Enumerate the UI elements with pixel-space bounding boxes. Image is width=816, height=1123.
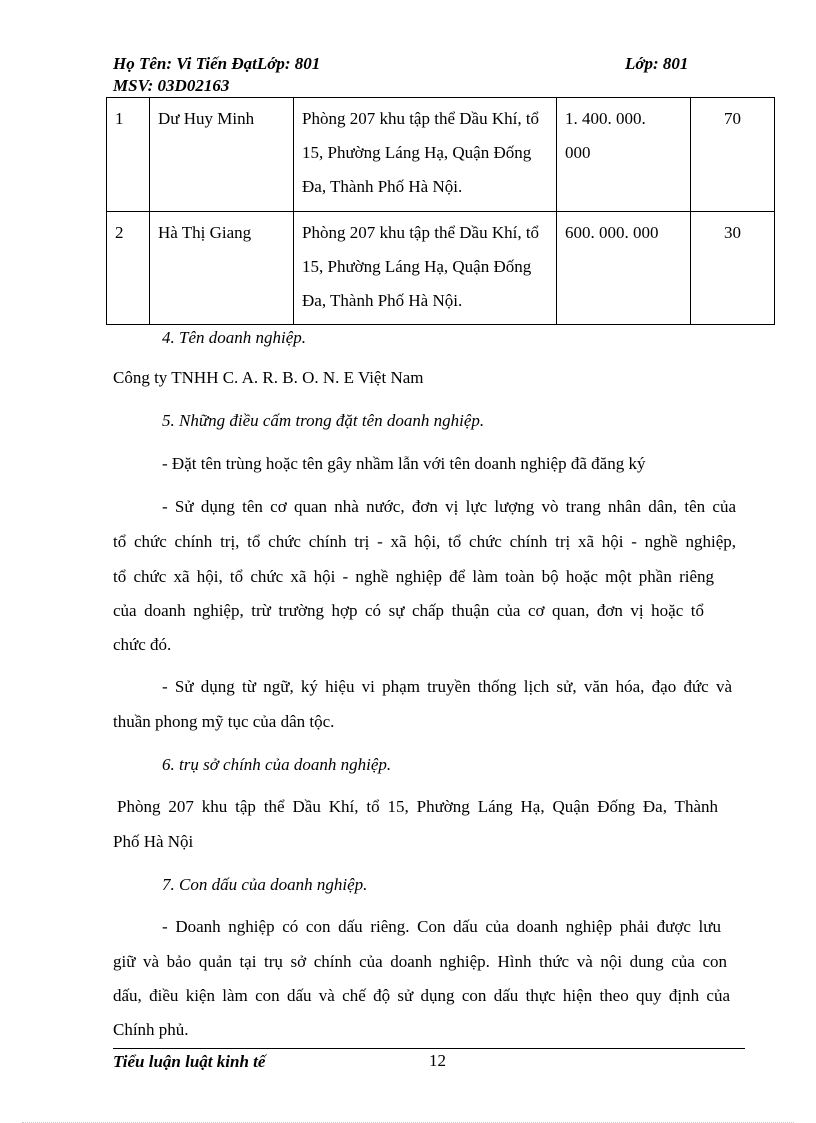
seal-rule-line: giữ và bảo quản tại trụ sở chính của doanh nghiệp. Hình thức và nội dung của con: [113, 952, 727, 971]
member-name: Hà Thị Giang: [150, 212, 294, 325]
naming-rule-2-line: tổ chức chính trị, tổ chức chính trị - xã hội, tổ chức chính trị xã hội - nghề nghiệp,: [113, 532, 736, 551]
member-capital: [557, 212, 691, 325]
company-name: Công ty TNHH C. A. R. B. O. N. E Việt Nam: [113, 368, 424, 387]
section-heading-5: 5. Những điều cấm trong đặt tên doanh nghiệp.: [162, 411, 485, 430]
table-row: [107, 98, 775, 212]
head-office-address-line: Phòng 207 khu tập thể Dầu Khí, tổ 15, Phường Láng Hạ, Quận Đống Đa, Thành: [117, 797, 718, 816]
naming-rule-1: - Đặt tên trùng hoặc tên gây nhầm lẫn với tên doanh nghiệp đã đăng ký: [162, 454, 646, 473]
head-office-address-line: Phố Hà Nội: [113, 832, 194, 851]
seal-rule-line: Chính phủ.: [113, 1020, 189, 1039]
naming-rule-3-line: thuần phong mỹ tục của dân tộc.: [113, 712, 335, 731]
seal-rule-line: dấu, điều kiện làm con dấu và chế độ sử dụng con dấu thực hiện theo quy định của: [113, 986, 730, 1005]
member-name: Dư Huy Minh: [150, 98, 294, 212]
member-address: Phòng 207 khu tập thể Dầu Khí, tổ 15, Phường Láng Hạ, Quận Đống Đa, Thành Phố Hà Nội.: [294, 98, 557, 212]
header-student-id: MSV: 03D02163: [113, 76, 230, 95]
member-percent: 30: [691, 212, 775, 325]
capital-line: 1. 400. 000.: [565, 109, 646, 128]
row-number: 1: [107, 98, 150, 212]
row-number: 2: [107, 212, 150, 325]
member-capital: [557, 98, 691, 212]
table-row: [107, 212, 775, 325]
capital-line: 000: [565, 143, 591, 162]
naming-rule-2-line: tổ chức xã hội, tổ chức xã hội - nghề nghiệp để làm toàn bộ hoặc một phần riêng: [113, 567, 714, 586]
section-heading-6: 6. trụ sở chính của doanh nghiệp.: [162, 755, 392, 774]
footer-divider: [113, 1048, 745, 1049]
footer-title: Tiểu luận luật kinh tế: [113, 1052, 266, 1071]
header-class: Lớp: 801: [625, 54, 689, 73]
section-heading-4: 4. Tên doanh nghiệp.: [162, 328, 307, 347]
naming-rule-3-line: - Sử dụng từ ngữ, ký hiệu vi phạm truyền thống lịch sử, văn hóa, đạo đức và: [162, 677, 732, 696]
member-percent: 70: [691, 98, 775, 212]
page-number: 12: [429, 1051, 446, 1070]
section-heading-7: 7. Con dấu của doanh nghiệp.: [162, 875, 368, 894]
header-student-name: Họ Tên: Vi Tiến ĐạtLớp: 801: [113, 54, 321, 73]
capital-line: 600. 000. 000: [565, 223, 659, 242]
members-table: [106, 97, 775, 325]
naming-rule-2-line: chức đó.: [113, 635, 172, 654]
member-address: Phòng 207 khu tập thể Dầu Khí, tổ 15, Phường Láng Hạ, Quận Đống Đa, Thành Phố Hà Nội.: [294, 212, 557, 325]
naming-rule-2-line: - Sử dụng tên cơ quan nhà nước, đơn vị lực lượng vò trang nhân dân, tên của: [162, 497, 736, 516]
seal-rule-line: - Doanh nghiệp có con dấu riêng. Con dấu của doanh nghiệp phải được lưu: [162, 917, 721, 936]
naming-rule-2-line: của doanh nghiệp, trừ trường hợp có sự chấp thuận của cơ quan, đơn vị hoặc tổ: [113, 601, 704, 620]
